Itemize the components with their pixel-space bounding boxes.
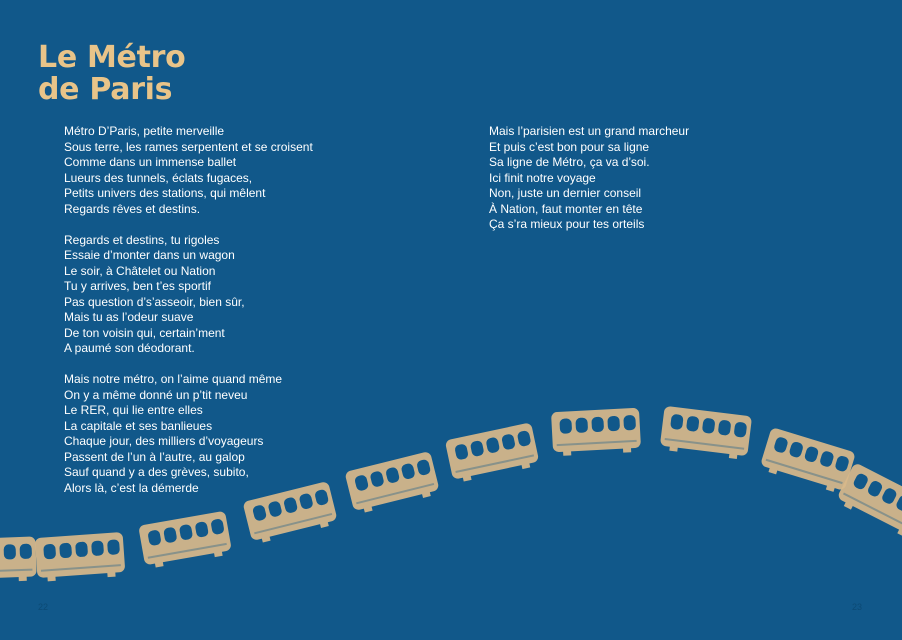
- poem-line: Mais notre métro, on l’aime quand même: [64, 372, 283, 386]
- stanza: [64, 124, 313, 217]
- metro-car: [551, 408, 641, 457]
- poem-line: Métro D’Paris, petite merveille: [64, 124, 225, 138]
- poem-line: Non, juste un dernier conseil: [489, 186, 642, 200]
- poem-line: Sa ligne de Métro, ça va d’soi.: [489, 155, 650, 169]
- metro-car: [659, 406, 752, 460]
- metro-car: [0, 536, 37, 583]
- metro-car: [445, 422, 540, 483]
- stanza: [489, 124, 689, 233]
- stanza: [64, 233, 313, 357]
- poem-line: Sauf quand y a des grèves, subito,: [64, 465, 249, 479]
- poem-column-right: [489, 124, 689, 248]
- poem-line: Et puis c’est bon pour sa ligne: [489, 139, 650, 154]
- page-number-right: 23: [852, 602, 863, 612]
- metro-car: [138, 511, 232, 570]
- poem-line: Tu y arrives, ben t’es sportif: [64, 279, 211, 293]
- poem-line: La capitale et ses banlieues: [64, 418, 213, 433]
- poem-column-left: [64, 124, 313, 512]
- poem-line: Le RER, qui lie entre elles: [64, 403, 203, 417]
- poem-line: Regards et destins, tu rigoles: [64, 232, 220, 247]
- poem-line: Ici finit notre voyage: [489, 170, 596, 185]
- metro-car: [35, 532, 126, 582]
- page-title: [38, 42, 185, 106]
- stanza: [64, 372, 313, 496]
- title-line-2: de Paris: [38, 72, 173, 107]
- poem-line: A paumé son déodorant.: [64, 341, 195, 355]
- poem-line: Passent de l’un à l’autre, au galop: [64, 449, 245, 464]
- metro-car: [759, 427, 856, 495]
- poem-line: Lueurs des tunnels, éclats fugaces,: [64, 170, 253, 185]
- title-line-1: Le Métro: [38, 40, 186, 75]
- poem-line: Le soir, à Châtelet ou Nation: [64, 263, 216, 278]
- poem-line: Pas question d’s’asseoir, bien sûr,: [64, 294, 245, 309]
- poem-line: Essaie d’monter dans un wagon: [64, 248, 235, 262]
- metro-car: [344, 451, 440, 515]
- poem-line: Regards rêves et destins.: [64, 201, 201, 216]
- poem-line: On y a même donné un p’tit neveu: [64, 387, 248, 402]
- poem-line: À Nation, faut monter en tête: [489, 201, 643, 216]
- poem-line: Alors là, c’est la démerde: [64, 480, 199, 495]
- poem-line: Ça s’ra mieux pour tes orteils: [489, 217, 645, 231]
- poem-line: Petits univers des stations, qui mêlent: [64, 186, 266, 200]
- page-number-left: 22: [38, 602, 49, 612]
- poem-line: Mais l’parisien est un grand marcheur: [489, 124, 690, 138]
- poem-line: De ton voisin qui, certain’ment: [64, 325, 225, 340]
- poem-line: Mais tu as l’odeur suave: [64, 310, 194, 324]
- poem-line: Chaque jour, des milliers d’voyageurs: [64, 434, 264, 448]
- poem-line: Sous terre, les rames serpentent et se croisent: [64, 139, 313, 154]
- poem-line: Comme dans un immense ballet: [64, 155, 237, 169]
